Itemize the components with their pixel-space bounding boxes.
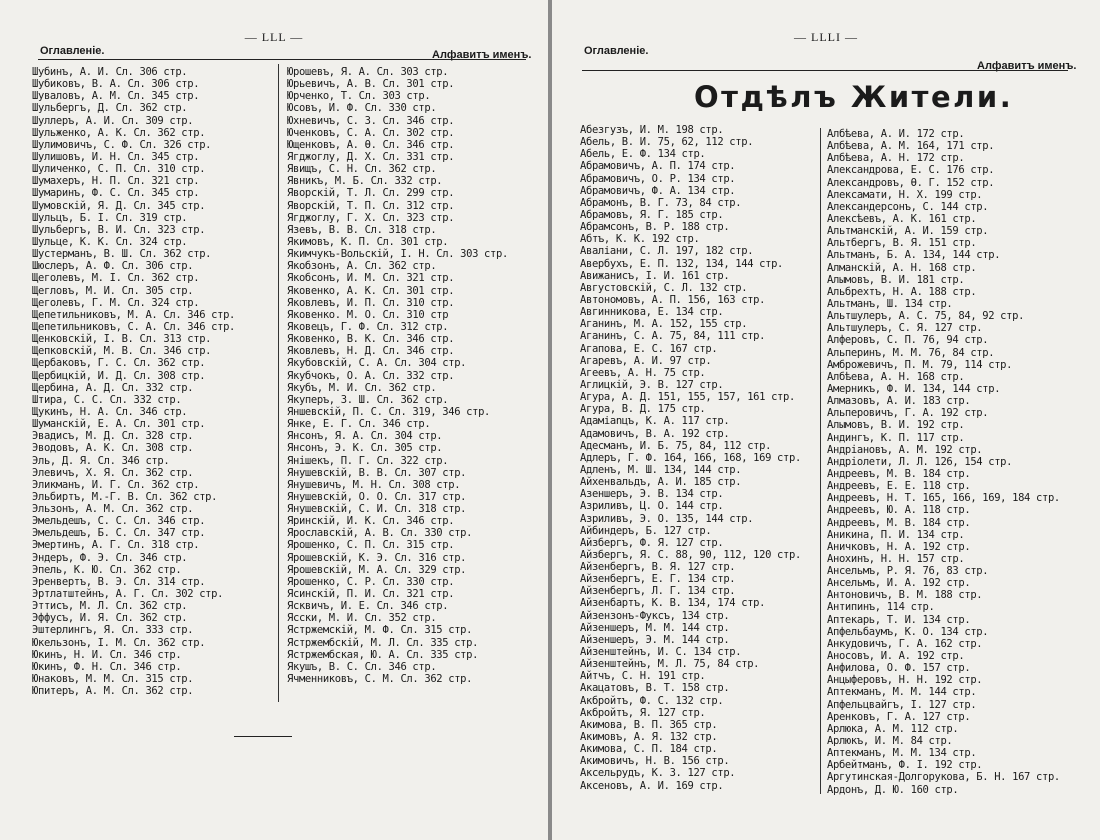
index-entry: Азеншеръ, Э. В. 134 стр. xyxy=(580,488,724,501)
index-entry: Альтманъ, Б. А. 134, 144 стр. xyxy=(827,249,1001,262)
index-entry: Эпель, К. Ю. Сл. 362 стр. xyxy=(32,563,182,576)
index-entry: Албѣева, А. М. 164, 171 стр. xyxy=(827,140,995,153)
index-entry: Альтманъ, Ш. 134 стр. xyxy=(827,297,953,310)
index-entry: Щукинъ, Н. А. Сл. 346 стр. xyxy=(32,405,188,418)
header-index-label: Алфавитъ именъ. xyxy=(432,49,532,61)
index-entry: Ярославскій, А. В. Сл. 330 стр. xyxy=(287,527,473,540)
index-entry: Акимовъ, А. Я. 132 стр. xyxy=(580,731,718,744)
index-entry: Юкинъ, Н. И. Сл. 346 стр. xyxy=(32,648,182,661)
index-entry: Анцыферовъ, Н. Н. 192 стр. xyxy=(827,674,983,687)
index-entry: Щегловъ, М. И. Сл. 305 стр. xyxy=(32,284,194,297)
index-entry: Абтъ, К. К. 192 стр. xyxy=(580,233,700,246)
index-entry: Аксельрудъ, К. З. 127 стр. xyxy=(580,767,736,780)
index-entry: Эльбиртъ, М.-Г. В. Сл. 362 стр. xyxy=(32,490,218,503)
index-entry: Ярошевскій, М. А. Сл. 329 стр. xyxy=(287,563,467,576)
index-column-right xyxy=(287,66,508,685)
index-entry: Альперинъ, М. М. 76, 84 стр. xyxy=(827,346,995,359)
index-entry: Айзбергъ, Я. С. 88, 90, 112, 120 стр. xyxy=(580,548,801,561)
index-entry: Якубъ, М. И. Сл. 362 стр. xyxy=(287,381,437,394)
index-entry: Абрамовичъ, О. Р. 134 стр. xyxy=(580,172,736,185)
index-entry: Айтчъ, С. Н. 191 стр. xyxy=(580,670,706,683)
index-column-right xyxy=(827,128,1060,796)
index-entry: Айзенбартъ, К. В. 134, 174 стр. xyxy=(580,597,766,610)
right-page xyxy=(552,0,1100,840)
index-entry: Ягджоглу, Д. Х. Сл. 331 стр. xyxy=(287,150,455,163)
left-page xyxy=(0,0,548,840)
index-entry: Амерникъ, Ф. И. 134, 144 стр. xyxy=(827,382,1001,395)
index-entry: Алымовъ, В. И. 181 стр. xyxy=(827,273,965,286)
index-entry: Адленъ, М. Ш. 134, 144 стр. xyxy=(580,463,742,476)
index-entry: Александрова, Е. С. 176 стр. xyxy=(827,164,995,177)
index-entry: Альтшулеръ, А. С. 75, 84, 92 стр. xyxy=(827,310,1025,323)
index-entry: Альперовичъ, Г. А. 192 стр. xyxy=(827,407,989,420)
index-entry: Яковлевъ, И. П. Сл. 310 стр. xyxy=(287,296,455,309)
index-entry: Айхенвальдъ, А. И. 185 стр. xyxy=(580,476,742,489)
index-entry: Айзенштейнъ, М. Л. 75, 84 стр. xyxy=(580,658,760,671)
index-column-left xyxy=(580,124,801,792)
index-entry: Ардонъ, Д. Ю. 160 стр. xyxy=(827,783,959,796)
index-entry: Шулимовичъ, С. Ф. Сл. 326 стр. xyxy=(32,138,212,151)
index-entry: Абрамонъ, В. Г. 73, 84 стр. xyxy=(580,196,742,209)
index-entry: Явникъ, М. Б. Сл. 332 стр. xyxy=(287,175,443,188)
index-entry: Эвадисъ, М. Д. Сл. 328 стр. xyxy=(32,430,194,443)
index-entry: Янушевичъ, М. Н. Сл. 308 стр. xyxy=(287,478,461,491)
index-entry: Щепетильниковъ, М. А. Сл. 346 стр. xyxy=(32,308,236,321)
index-entry: Яковецъ, Г. Ф. Сл. 312 стр. xyxy=(287,320,449,333)
index-entry: Агура, А. Д. 151, 155, 157, 161 стр. xyxy=(580,391,795,404)
index-entry: Андріановъ, А. М. 192 стр. xyxy=(827,443,983,456)
index-entry: Агаревъ, А. И. 97 стр. xyxy=(580,354,712,367)
index-entry: Авижанисъ, І. И. 161 стр. xyxy=(580,269,730,282)
index-entry: Шулишовъ, И. Н. Сл. 345 стр. xyxy=(32,150,200,163)
index-entry: Андреевъ, М. В. 184 стр. xyxy=(827,516,971,529)
index-entry: Алферовъ, С. П. 76, 94 стр. xyxy=(827,334,989,347)
index-entry: Щеголевъ, Г. М. Сл. 324 стр. xyxy=(32,296,200,309)
index-entry: Якобзонъ, А. Сл. 362 стр. xyxy=(287,260,437,273)
index-entry: Эмертинъ, А. Г. Сл. 318 стр. xyxy=(32,539,200,552)
index-entry: Якобсонъ, И. М. Сл. 321 стр. xyxy=(287,272,455,285)
index-entry: Агеевъ, А. Н. 75 стр. xyxy=(580,366,706,379)
index-entry: Шубиковъ, В. А. Сл. 306 стр. xyxy=(32,78,200,91)
index-entry: Айзензонъ-Фуксъ, 134 стр. xyxy=(580,609,730,622)
index-entry: Андингъ, К. П. 117 стр. xyxy=(827,431,965,444)
index-entry: Андреевъ, Н. Т. 165, 166, 169, 184 стр. xyxy=(827,492,1060,505)
index-entry: Антипинъ, 114 стр. xyxy=(827,601,935,614)
index-entry: Яворскій, Т. Л. Сл. 299 стр. xyxy=(287,187,455,200)
index-entry: Эндеръ, Ф. Э. Сл. 346 стр. xyxy=(32,551,188,564)
index-entry: Алексамати, Н. Х. 199 стр. xyxy=(827,188,983,201)
index-entry: Ястржемскій, М. Ф. Сл. 315 стр. xyxy=(287,624,473,637)
index-entry: Адлеръ, Г. Ф. 164, 166, 168, 169 стр. xyxy=(580,451,801,464)
index-entry: Азриливъ, Ц. О. 144 стр. xyxy=(580,500,724,513)
index-entry: Аглицкій, Э. В. 127 стр. xyxy=(580,378,724,391)
index-entry: Альбрехтъ, Н. А. 188 стр. xyxy=(827,285,977,298)
index-entry: Янсонъ, Я. А. Сл. 304 стр. xyxy=(287,430,443,443)
index-entry: Шуваловъ, А. М. Сл. 345 стр. xyxy=(32,90,200,103)
index-entry: Эштерлингъ, Я. Сл. 333 стр. xyxy=(32,624,194,637)
end-rule xyxy=(234,736,292,737)
index-entry: Шумовскій, Я. Д. Сл. 345 стр. xyxy=(32,199,206,212)
index-entry: Акимова, В. П. 365 стр. xyxy=(580,718,718,731)
index-entry: Аренковъ, Г. А. 127 стр. xyxy=(827,710,971,723)
index-entry: Ястржембская, Ю. А. Сл. 335 стр. xyxy=(287,648,479,661)
index-entry: Адамianцъ, К. А. 117 стр. xyxy=(580,415,730,428)
index-entry: Айзенштейнъ, И. С. 134 стр. xyxy=(580,646,742,659)
index-entry: Абрамовичъ, А. П. 174 стр. xyxy=(580,160,736,173)
index-entry: Эликманъ, И. Г. Сл. 362 стр. xyxy=(32,478,200,491)
index-entry: Якушъ, В. С. Сл. 346 стр. xyxy=(287,660,437,673)
index-entry: Яковенко. М. О. Сл. 310 стр xyxy=(287,308,449,321)
index-entry: Юрченко, Т. Сл. 303 стр. xyxy=(287,90,431,103)
index-entry: Аганинъ, М. А. 152, 155 стр. xyxy=(580,318,748,331)
index-entry: Алмазовъ, А. И. 183 стр. xyxy=(827,395,971,408)
index-entry: Юнаковъ, М. М. Сл. 315 стр. xyxy=(32,673,194,686)
index-entry: Юрошевъ, Я. А. Сл. 303 стр. xyxy=(287,66,449,78)
index-entry: Альтманскій, А. И. 159 стр. xyxy=(827,225,989,238)
index-column-left xyxy=(32,66,235,697)
index-entry: Яринскій, И. К. Сл. 346 стр. xyxy=(287,515,455,528)
index-entry: Якубовскій, С. А. Сл. 304 стр. xyxy=(287,357,467,370)
index-entry: Эмельдешъ, С. С. Сл. 346 стр. xyxy=(32,515,206,528)
index-entry: Аптекарь, Т. И. 134 стр. xyxy=(827,613,971,626)
index-entry: Юхневичъ, С. З. Сл. 346 стр. xyxy=(287,114,455,127)
index-entry: Ячменниковъ, С. М. Сл. 362 стр. xyxy=(287,673,473,686)
index-entry: Шульбергъ, Д. Сл. 362 стр. xyxy=(32,102,188,115)
index-entry: Юченковъ, С. А. Сл. 302 стр. xyxy=(287,126,455,139)
index-entry: Юпитеръ, А. М. Сл. 362 стр. xyxy=(32,685,194,698)
index-entry: Щербина, А. Д. Сл. 332 стр. xyxy=(32,381,194,394)
index-entry: Щербаковъ, Г. С. Сл. 362 стр. xyxy=(32,357,206,370)
index-entry: Албѣева, А. И. 172 стр. xyxy=(827,128,965,140)
index-entry: Элевичъ, Х. Я. Сл. 362 стр. xyxy=(32,466,194,479)
index-entry: Эль, Д. Я. Сл. 346 стр. xyxy=(32,454,170,467)
index-entry: Андреевъ, Е. Е. 118 стр. xyxy=(827,480,971,493)
index-entry: Щепетильниковъ, С. А. Сл. 346 стр. xyxy=(32,320,236,333)
index-entry: Антоновичъ, В. М. 188 стр. xyxy=(827,589,983,602)
header-contents-label: Оглавленіе. xyxy=(584,45,649,57)
index-entry: Албѣева, А. Н. 168 стр. xyxy=(827,370,965,383)
index-entry: Шульженко, А. К. Сл. 362 стр. xyxy=(32,126,206,139)
index-entry: Яковенко, В. К. Сл. 346 стр. xyxy=(287,333,455,346)
index-entry: Ярошенко, С. Р. Сл. 330 стр. xyxy=(287,575,455,588)
index-entry: Альтбергъ, В. Я. 151 стр. xyxy=(827,237,977,250)
index-entry: Алексѣевъ, А. К. 161 стр. xyxy=(827,212,977,225)
index-entry: Шульбергъ, В. И. Сл. 323 стр. xyxy=(32,223,206,236)
index-entry: Айзенбергъ, Е. Г. 134 стр. xyxy=(580,573,736,586)
index-entry: Аганинъ, С. А. 75, 84, 111 стр. xyxy=(580,330,766,343)
header-rule xyxy=(582,70,1068,71)
index-entry: Якуперъ, З. Ш. Сл. 362 стр. xyxy=(287,393,449,406)
index-entry: Алманскій, А. Н. 168 стр. xyxy=(827,261,977,274)
index-entry: Апфельцвайгъ, І. 127 стр. xyxy=(827,698,977,711)
index-entry: Айбиндеръ, Б. 127 стр. xyxy=(580,524,712,537)
index-entry: Алымовъ, В. И. 192 стр. xyxy=(827,419,965,432)
index-entry: Авалiани, С. Л. 197, 182 стр. xyxy=(580,245,754,258)
index-entry: Аникина, П. И. 134 стр. xyxy=(827,528,965,541)
index-entry: Шуманскій, Е. А. Сл. 301 стр. xyxy=(32,418,206,431)
index-entry: Аптекманъ, М. М. 134 стр. xyxy=(827,747,977,760)
index-entry: Шубинъ, А. И. Сл. 306 стр. xyxy=(32,66,188,78)
index-entry: Шульце, К. К. Сл. 324 стр. xyxy=(32,235,188,248)
index-entry: Янке, Е. Г. Сл. 346 стр. xyxy=(287,418,431,431)
index-entry: Ансельмъ, И. А. 192 стр. xyxy=(827,577,971,590)
index-entry: Эренвертъ, В. Э. Сл. 314 стр. xyxy=(32,575,206,588)
index-entry: Ясски, М. И. Сл. 352 стр. xyxy=(287,612,437,625)
index-entry: Ягджоглу, Г. Х. Сл. 323 стр. xyxy=(287,211,455,224)
index-entry: Абезгузъ, И. М. 198 стр. xyxy=(580,124,724,136)
index-entry: Александровъ, Ѳ. Г. 152 стр. xyxy=(827,176,995,189)
index-entry: Автономовъ, А. П. 156, 163 стр. xyxy=(580,293,766,306)
index-entry: Якубчокъ, О. А. Сл. 332 стр. xyxy=(287,369,455,382)
index-entry: Юкельзонъ, І. М. Сл. 362 стр. xyxy=(32,636,206,649)
index-entry: Агура, В. Д. 175 стр. xyxy=(580,403,706,416)
index-entry: Айзбергъ, Ф. Я. 127 стр. xyxy=(580,536,724,549)
index-entry: Яковлевъ, Н. Д. Сл. 346 стр. xyxy=(287,345,455,358)
index-entry: Язевъ, В. В. Сл. 318 стр. xyxy=(287,223,437,236)
index-entry: Абель, В. И. 75, 62, 112 стр. xyxy=(580,136,754,149)
index-entry: Янушевскій, В. В. Сл. 307 стр. xyxy=(287,466,467,479)
index-entry: Азриливъ, Э. О. 135, 144 стр. xyxy=(580,512,754,525)
index-entry: Эффусъ, И. Я. Сл. 362 стр. xyxy=(32,612,188,625)
index-entry: Шюслеръ, А. Ф. Сл. 306 стр. xyxy=(32,260,194,273)
index-entry: Айзеншеръ, М. М. 144 стр. xyxy=(580,621,730,634)
index-entry: Альтшулеръ, С. Я. 127 стр. xyxy=(827,322,983,335)
index-entry: Шуличенко, С. П. Сл. 310 стр. xyxy=(32,163,206,176)
index-entry: Аничковъ, Н. А. 192 стр. xyxy=(827,540,971,553)
index-entry: Ястржембскій, М. Л. Сл. 335 стр. xyxy=(287,636,479,649)
index-entry: Айзенбергъ, Л. Г. 134 стр. xyxy=(580,585,736,598)
index-entry: Аргутинская-Долгорукова, Б. Н. 167 стр. xyxy=(827,771,1060,784)
index-entry: Акбройтъ, Ф. С. 132 стр. xyxy=(580,694,724,707)
index-entry: Шумаринъ, Ф. С. Сл. 345 стр. xyxy=(32,187,200,200)
index-entry: Августовскій, С. Л. 132 стр. xyxy=(580,281,748,294)
index-entry: Эмельдешъ, Б. С. Сл. 347 стр. xyxy=(32,527,206,540)
column-divider xyxy=(820,128,821,794)
index-entry: Янушевскій, О. О. Сл. 317 стр. xyxy=(287,490,467,503)
index-entry: Апфельбаумъ, К. О. 134 стр. xyxy=(827,625,989,638)
index-entry: Ющенковъ, А. Ѳ. Сл. 346 стр. xyxy=(287,138,455,151)
index-entry: Ярошевскій, К. Э. Сл. 316 стр. xyxy=(287,551,467,564)
index-entry: Абрамсонъ, В. Р. 188 стр. xyxy=(580,221,730,234)
index-entry: Аксеновъ, А. И. 169 стр. xyxy=(580,779,724,792)
index-entry: Щеголевъ, М. І. Сл. 362 стр. xyxy=(32,272,200,285)
index-entry: Андріолети, Л. Л. 126, 154 стр. xyxy=(827,455,1013,468)
index-entry: Аптекманъ, М. М. 144 стр. xyxy=(827,686,977,699)
index-entry: Шуллеръ, А. И. Сл. 309 стр. xyxy=(32,114,194,127)
index-entry: Ясквичъ, И. Е. Сл. 346 стр. xyxy=(287,600,449,613)
header-contents-label: Оглавленіе. xyxy=(40,45,105,57)
index-entry: Арлюка, А. М. 112 стр. xyxy=(827,722,959,735)
index-entry: Щербицкій, И. Д. Сл. 308 стр. xyxy=(32,369,206,382)
index-entry: Яковенко, А. К. Сл. 301 стр. xyxy=(287,284,455,297)
column-divider xyxy=(278,64,279,702)
index-entry: Арлюкъ, И. М. 84 стр. xyxy=(827,735,953,748)
index-entry: Адамовичъ, В. А. 192 стр. xyxy=(580,427,730,440)
index-entry: Юкинъ, Ф. Н. Сл. 346 стр. xyxy=(32,660,182,673)
page-number: — LLL — xyxy=(244,30,304,44)
index-entry: Шустерманъ, В. Ш. Сл. 362 стр. xyxy=(32,248,212,261)
index-entry: Якимчукъ-Вольскій, І. Н. Сл. 303 стр. xyxy=(287,248,508,261)
index-entry: Янсонъ, Э. К. Сл. 305 стр. xyxy=(287,442,443,455)
index-entry: Абрамовъ, Я. Г. 185 стр. xyxy=(580,208,724,221)
index-entry: Явищъ, С. Н. Сл. 362 стр. xyxy=(287,163,437,176)
index-entry: Шульцъ, Б. І. Сл. 319 стр. xyxy=(32,211,188,224)
index-entry: Щепковскій, М. В. Сл. 346 стр. xyxy=(32,345,212,358)
index-entry: Акимовичъ, Н. В. 156 стр. xyxy=(580,755,730,768)
index-entry: Эводовъ, А. К. Сл. 308 стр. xyxy=(32,442,194,455)
header-index-label: Алфавитъ именъ. xyxy=(977,60,1077,72)
index-entry: Амброжевичъ, П. М. 79, 114 стр. xyxy=(827,358,1013,371)
index-entry: Айзенбергъ, В. Я. 127 стр. xyxy=(580,561,736,574)
page-number: — LLLI — xyxy=(794,30,858,44)
index-entry: Акбройтъ, Я. 127 стр. xyxy=(580,706,706,719)
index-entry: Айзеншеръ, Э. М. 144 стр. xyxy=(580,633,730,646)
index-entry: Авербухъ, Е. П. 132, 134, 144 стр. xyxy=(580,257,784,270)
index-entry: Янушевскій, С. И. Сл. 318 стр. xyxy=(287,503,467,516)
index-entry: Ясинскій, П. И. Сл. 321 стр. xyxy=(287,588,455,601)
index-entry: Агапова, Е. С. 167 стр. xyxy=(580,342,718,355)
section-title: Отдѣлъ Жители. xyxy=(694,80,1014,114)
index-entry: Андреевъ, Ю. А. 118 стр. xyxy=(827,504,971,517)
index-entry: Щенковскій, І. В. Сл. 313 стр. xyxy=(32,333,212,346)
index-entry: Аносовъ, И. А. 192 стр. xyxy=(827,650,965,663)
index-entry: Янішекъ, П. Г. Сл. 322 стр. xyxy=(287,454,449,467)
index-entry: Адесманъ, И. Б. 75, 84, 112 стр. xyxy=(580,439,772,452)
header-rule xyxy=(38,59,526,60)
index-entry: Арбейтманъ, Ф. І. 192 стр. xyxy=(827,759,983,772)
index-entry: Яворскій, Т. П. Сл. 312 стр. xyxy=(287,199,455,212)
index-entry: Ансельмъ, Р. Я. 76, 83 стр. xyxy=(827,565,989,578)
index-entry: Эртлатштейнъ, А. Г. Сл. 302 стр. xyxy=(32,588,224,601)
index-entry: Шумахеръ, Н. П. Сл. 321 стр. xyxy=(32,175,200,188)
index-entry: Абрамовичъ, Ф. А. 134 стр. xyxy=(580,184,736,197)
index-entry: Эльзонъ, А. М. Сл. 362 стр. xyxy=(32,503,194,516)
index-entry: Александерсонъ, С. 144 стр. xyxy=(827,200,989,213)
index-entry: Абель, Е. Ф. 134 стр. xyxy=(580,148,706,161)
index-entry: Албѣева, А. Н. 172 стр. xyxy=(827,152,965,165)
index-entry: Эттисъ, М. Л. Сл. 362 стр. xyxy=(32,600,188,613)
index-entry: Акимова, С. П. 184 стр. xyxy=(580,743,718,756)
index-entry: Юсовъ, И. Ф. Сл. 330 стр. xyxy=(287,102,437,115)
index-entry: Ярошенко, С. П. Сл. 315 стр. xyxy=(287,539,455,552)
index-entry: Акацатовъ, В. Т. 158 стр. xyxy=(580,682,730,695)
index-entry: Анкудовичъ, Г. А. 162 стр. xyxy=(827,637,983,650)
index-entry: Якимовъ, К. П. Сл. 301 стр. xyxy=(287,235,449,248)
index-entry: Авгинникова, Е. 134 стр. xyxy=(580,306,724,319)
index-entry: Штира, С. С. Сл. 332 стр. xyxy=(32,393,182,406)
index-entry: Анохинъ, Н. Н. 157 стр. xyxy=(827,552,965,565)
index-entry: Анфилова, О. Ф. 157 стр. xyxy=(827,662,971,675)
index-entry: Юрьевичъ, А. В. Сл. 301 стр. xyxy=(287,78,455,91)
index-entry: Андреевъ, М. В. 184 стр. xyxy=(827,467,971,480)
index-entry: Яншевскій, П. С. Сл. 319, 346 стр. xyxy=(287,405,491,418)
